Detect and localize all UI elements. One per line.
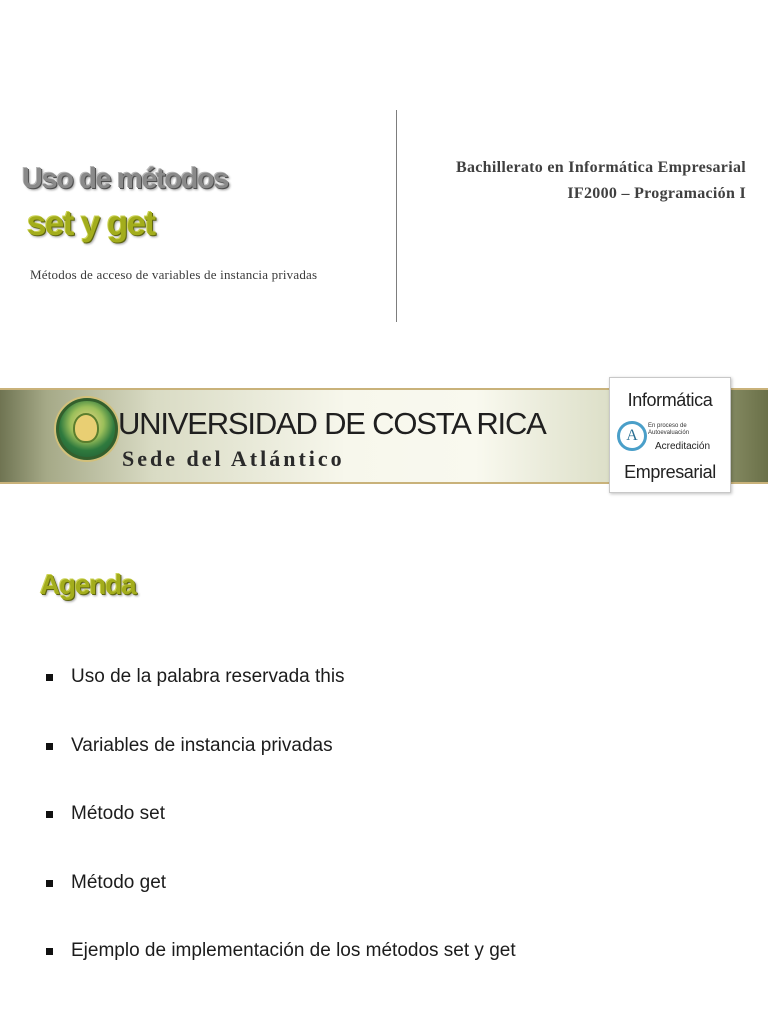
agenda-item-text: Uso de la palabra reservada this [71,666,345,687]
vertical-divider [396,110,397,322]
course-info [456,155,746,207]
agenda-item [46,735,516,804]
bullet-icon [46,880,53,887]
agenda-item-text: Método get [71,871,167,893]
program-name: Bachillerato en Informática Empresarial [455,159,746,176]
logo-bottom-text: Empresarial [624,462,716,482]
seal-emblem [73,413,99,443]
logo-top-text: Informática [627,390,713,410]
agenda-item-text: Método set [71,803,165,824]
accreditation-process-text: En proceso de Autoevaluación [648,423,690,436]
agenda-item [46,666,516,735]
agenda-item-text: Ejemplo de implementación de los métodos set y get [71,940,516,961]
bullet-icon [46,743,53,750]
slide-subtitle: Métodos de acceso de variables de instancia privadas [30,267,318,282]
accreditation-label: Acreditación [655,441,711,452]
bullet-icon [46,674,53,681]
accreditation-icon: A [617,421,647,451]
slide-title-highlight: set y get [27,204,155,243]
course-code: IF2000 – Programación I [567,185,746,202]
informatica-logo [609,377,731,493]
bullet-icon [46,811,53,818]
university-seal-icon [56,398,118,460]
agenda-item [46,872,516,941]
agenda-item [46,940,516,1009]
agenda-item [46,803,516,872]
slide-title: Uso de métodos [22,163,228,195]
bullet-icon [46,948,53,955]
campus-name: Sede del Atlántico [122,446,345,471]
agenda-title: Agenda [40,569,136,600]
university-name: UNIVERSIDAD DE COSTA RICA [118,406,546,441]
agenda-item-text: Variables de instancia privadas [71,734,333,756]
agenda-list [46,666,516,1009]
